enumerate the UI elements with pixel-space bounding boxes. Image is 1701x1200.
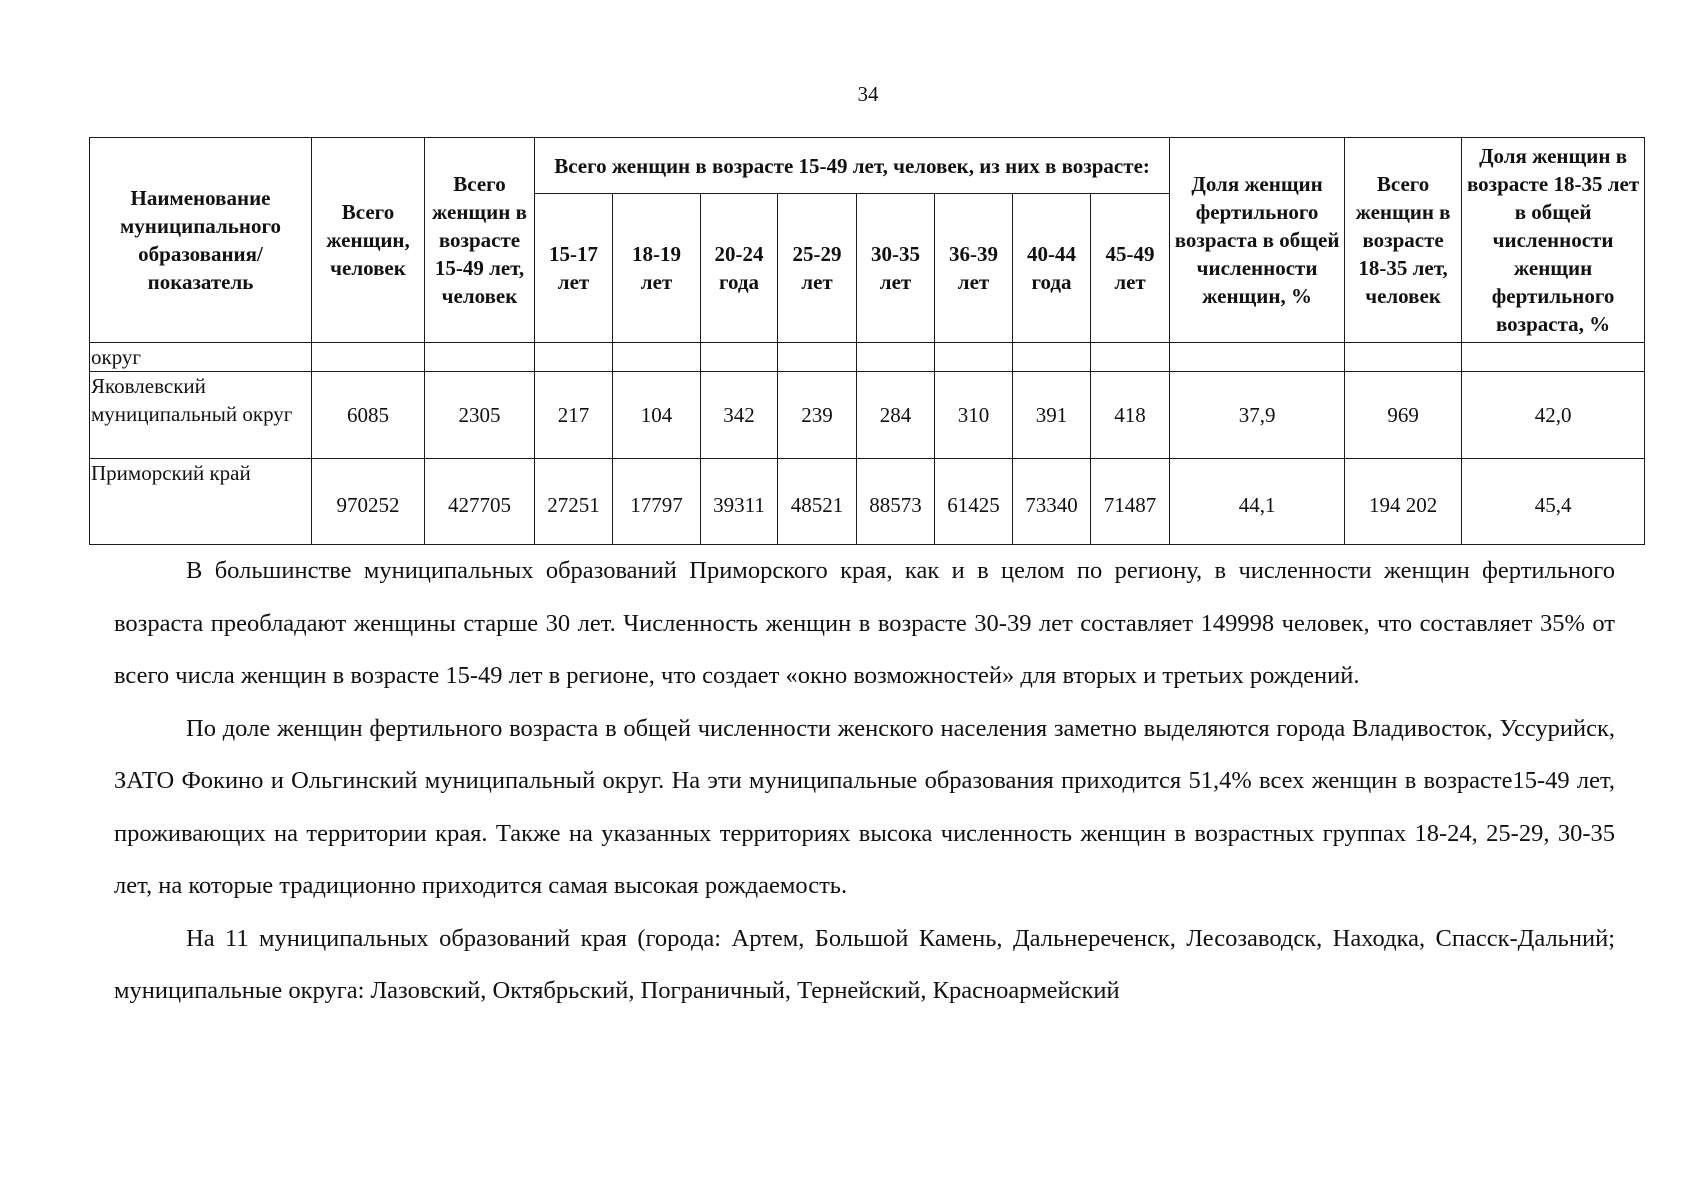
paragraph: На 11 муниципальных образований края (города: Артем, Большой Камень, Дальнереченск, Лесозаводск, Находка, Спасск-Дальний; муниципальные округа: Лазовский, Октябрьский, Пограничный, Тернейский, Красноармейский: [114, 924, 1615, 1004]
page-number: 34: [857, 82, 879, 106]
table-cell: 73340: [1013, 459, 1091, 545]
table-cell: 61425: [935, 459, 1013, 545]
table-cell: [1013, 343, 1091, 372]
table-cell: [701, 343, 778, 372]
table-cell: [312, 343, 425, 372]
table-cell: [778, 343, 857, 372]
header-age: 15-17 лет: [535, 194, 613, 343]
table-cell: 284: [857, 372, 935, 459]
header-age: 45-49 лет: [1091, 194, 1170, 343]
header-share-18-35: Доля женщин в возрасте 18-35 лет в общей численности женщин фертильного возраста, %: [1462, 138, 1645, 343]
header-total-women: Всего женщин, человек: [312, 138, 425, 343]
table-cell: 45,4: [1462, 459, 1645, 545]
table-row: [90, 459, 1645, 545]
table-cell: 27251: [535, 459, 613, 545]
table-cell: 48521: [778, 459, 857, 545]
header-total-15-49: Всего женщин в возрасте 15-49 лет, человек: [425, 138, 535, 343]
table-cell: [1091, 343, 1170, 372]
header-age: 36-39 лет: [935, 194, 1013, 343]
row-name: Приморский край: [90, 459, 312, 545]
table-cell: 217: [535, 372, 613, 459]
header-age: 20-24 года: [701, 194, 778, 343]
table-cell: 970252: [312, 459, 425, 545]
header-age: 30-35 лет: [857, 194, 935, 343]
table-cell: 17797: [613, 459, 701, 545]
table-cell: [857, 343, 935, 372]
table-cell: [535, 343, 613, 372]
table-cell: [613, 343, 701, 372]
table-cell: 39311: [701, 459, 778, 545]
header-age: 25-29 лет: [778, 194, 857, 343]
header-name: Наименование муниципального образования/ показатель: [90, 138, 312, 343]
table-cell: 37,9: [1170, 372, 1345, 459]
table-cell: 310: [935, 372, 1013, 459]
header-age: 18-19 лет: [613, 194, 701, 343]
table-cell: 194 202: [1345, 459, 1462, 545]
body-text: [114, 545, 1615, 1018]
table-cell: 427705: [425, 459, 535, 545]
header-age: 40-44 года: [1013, 194, 1091, 343]
table-cell: 44,1: [1170, 459, 1345, 545]
table-cell: [1345, 343, 1462, 372]
table-cell: 104: [613, 372, 701, 459]
demographics-table: [89, 137, 1645, 545]
table-cell: 42,0: [1462, 372, 1645, 459]
table-cell: [425, 343, 535, 372]
table-cell: 2305: [425, 372, 535, 459]
table-row: [90, 343, 1645, 372]
row-name: округ: [90, 343, 312, 372]
table-cell: 71487: [1091, 459, 1170, 545]
paragraph: По доле женщин фертильного возраста в общей численности женского населения заметно выделяются города Владивосток, Уссурийск, ЗАТО Фокино и Ольгинский муниципальный округ. На эти муниципальные образования приходится 51,4% всех женщин в возрасте15-49 лет, проживающих на территории края. Также на указанных территориях высока численность женщин в возрастных группах 18-24, 25-29, 30-35 лет, на которые традиционно приходится самая высокая рождаемость.: [114, 714, 1615, 899]
table-cell: 6085: [312, 372, 425, 459]
header-share-fertile: Доля женщин фертильного возраста в общей численности женщин, %: [1170, 138, 1345, 343]
table-cell: 391: [1013, 372, 1091, 459]
table-cell: [1462, 343, 1645, 372]
table-cell: [935, 343, 1013, 372]
row-name: Яковлевский муниципальный округ: [90, 372, 312, 459]
table-cell: [1170, 343, 1345, 372]
table-cell: 239: [778, 372, 857, 459]
table-cell: 342: [701, 372, 778, 459]
table-cell: 88573: [857, 459, 935, 545]
table-cell: 418: [1091, 372, 1170, 459]
table-row: [90, 372, 1645, 459]
header-age-group-title: Всего женщин в возрасте 15-49 лет, человек, из них в возрасте:: [535, 138, 1170, 194]
paragraph: В большинстве муниципальных образований Приморского края, как и в целом по региону, в численности женщин фертильного возраста преобладают женщины старше 30 лет. Численность женщин в возрасте 30-39 лет составляет 149998 человек, что составляет 35% от всего числа женщин в возрасте 15-49 лет в регионе, что создает «окно возможностей» для вторых и третьих рождений.: [114, 557, 1615, 689]
table-cell: 969: [1345, 372, 1462, 459]
header-total-18-35: Всего женщин в возрасте 18-35 лет, человек: [1345, 138, 1462, 343]
